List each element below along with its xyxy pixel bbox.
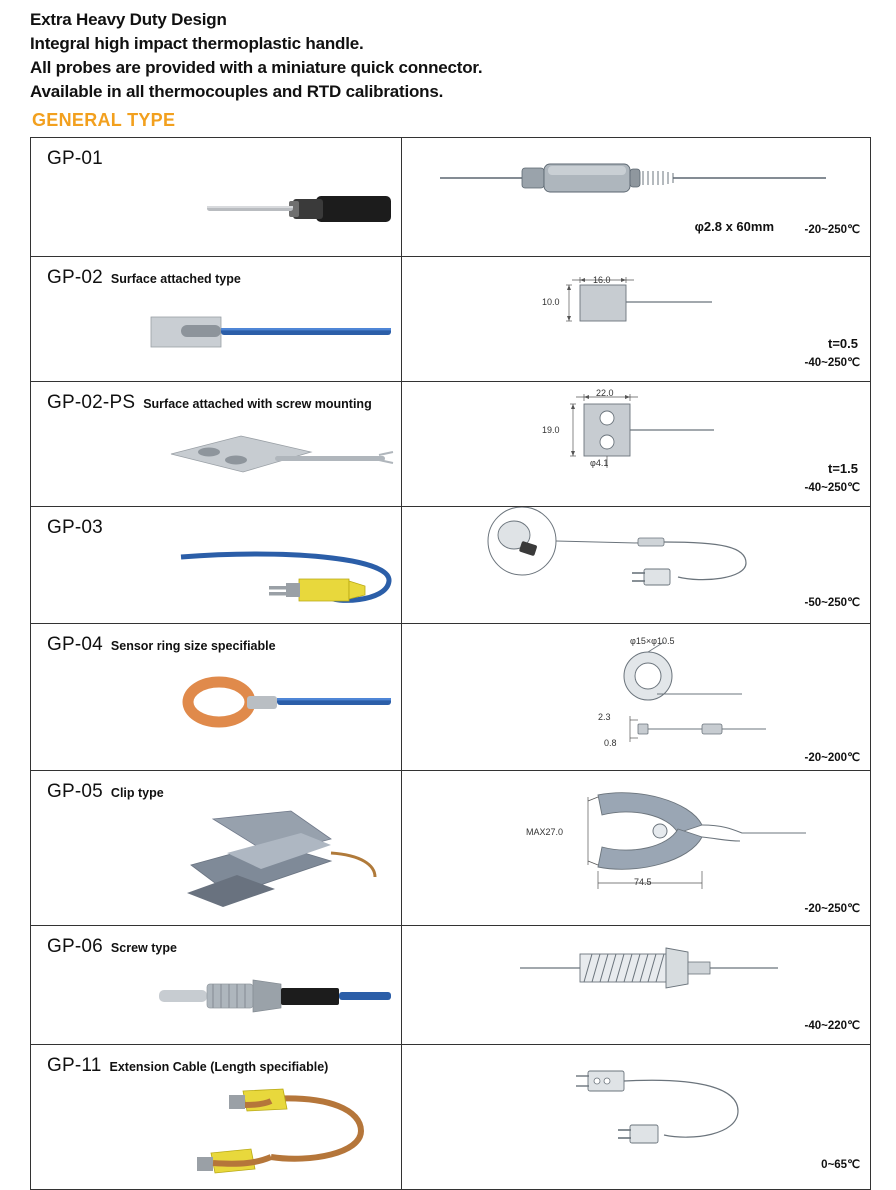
table-row <box>31 624 871 771</box>
row-right-gp-03 <box>402 507 871 624</box>
table-row <box>31 138 871 257</box>
temp-range: -20~250℃ <box>804 224 860 236</box>
product-photo-gp-11 <box>31 1077 401 1189</box>
model-head <box>31 138 401 170</box>
intro-line-1: Extra Heavy Duty Design <box>30 10 227 29</box>
model-code: GP-04 <box>47 634 103 655</box>
section-title: GENERAL TYPE <box>32 110 176 130</box>
table-row <box>31 771 871 926</box>
model-head <box>31 771 401 803</box>
product-diagram-gp-05 <box>402 771 870 921</box>
dim-label: 22.0 <box>596 388 614 398</box>
product-photo-gp-06 <box>31 958 401 1044</box>
dim-label: φ15×φ10.5 <box>630 636 675 646</box>
model-code: GP-02 <box>47 267 103 288</box>
table-row <box>31 382 871 507</box>
temp-range: -20~200℃ <box>804 752 860 764</box>
product-diagram-gp-03 <box>402 507 870 615</box>
row-right-gp-11 <box>402 1045 871 1190</box>
product-photo-gp-04 <box>31 656 401 760</box>
model-desc: Surface attached with screw mounting <box>143 397 372 411</box>
product-diagram-gp-06 <box>402 926 870 1038</box>
temp-range: 0~65℃ <box>821 1159 860 1171</box>
model-head <box>31 624 401 656</box>
product-diagram-gp-04 <box>402 624 870 770</box>
dim-label: 2.3 <box>598 712 611 722</box>
dim-label: 0.8 <box>604 738 617 748</box>
model-head <box>31 926 401 958</box>
dim-label: 19.0 <box>542 425 560 435</box>
dim-label: 16.0 <box>593 275 611 285</box>
temp-range: -40~220℃ <box>804 1020 860 1032</box>
model-code: GP-11 <box>47 1055 102 1076</box>
product-diagram-gp-02-ps <box>402 382 870 500</box>
row-left-gp-02-ps <box>31 382 402 507</box>
spec-label: t=0.5 <box>828 336 858 351</box>
row-left-gp-11 <box>31 1045 402 1190</box>
dim-label: φ4.1 <box>590 458 609 468</box>
temp-range: -40~250℃ <box>804 482 860 494</box>
product-photo-gp-01 <box>31 170 401 256</box>
product-diagram-gp-01 <box>402 138 870 242</box>
temp-range: -40~250℃ <box>804 357 860 369</box>
model-head <box>31 257 401 289</box>
product-diagram-gp-11 <box>402 1045 870 1177</box>
spec-label: φ2.8 x 60mm <box>694 219 774 234</box>
row-right-gp-02-ps <box>402 382 871 507</box>
table-row <box>31 1045 871 1190</box>
row-right-gp-06 <box>402 926 871 1045</box>
model-desc: Sensor ring size specifiable <box>110 639 276 653</box>
row-left-gp-03 <box>31 507 402 624</box>
model-code: GP-05 <box>47 781 103 802</box>
dim-label: MAX27.0 <box>526 827 564 837</box>
product-diagram-gp-02 <box>402 257 870 375</box>
product-photo-gp-03 <box>31 539 401 623</box>
model-head <box>31 507 401 539</box>
row-right-gp-04 <box>402 624 871 771</box>
row-left-gp-04 <box>31 624 402 771</box>
table-row <box>31 926 871 1045</box>
row-left-gp-02 <box>31 257 402 382</box>
model-code: GP-06 <box>47 936 103 957</box>
spec-label: t=1.5 <box>828 461 858 476</box>
model-code: GP-03 <box>47 517 103 538</box>
product-photo-gp-02-ps <box>31 414 401 506</box>
table-row <box>31 507 871 624</box>
row-left-gp-01 <box>31 138 402 257</box>
table-row <box>31 257 871 382</box>
model-desc: Surface attached type <box>110 272 241 286</box>
row-right-gp-02 <box>402 257 871 382</box>
intro-line-4: Available in all thermocouples and RTD calibrations. <box>30 82 444 101</box>
product-photo-gp-05 <box>31 803 401 925</box>
intro-block <box>30 8 874 104</box>
intro-line-3: All probes are provided with a miniature quick connector. <box>30 58 483 77</box>
product-photo-gp-02 <box>31 289 401 381</box>
probe-table <box>30 137 871 1190</box>
dim-label: 10.0 <box>542 297 560 307</box>
model-code: GP-02-PS <box>47 392 136 413</box>
model-desc: Screw type <box>110 941 177 955</box>
row-left-gp-06 <box>31 926 402 1045</box>
model-head <box>31 1045 401 1077</box>
model-head <box>31 382 401 414</box>
temp-range: -20~250℃ <box>804 903 860 915</box>
model-code: GP-01 <box>47 148 103 169</box>
row-left-gp-05 <box>31 771 402 926</box>
row-right-gp-05 <box>402 771 871 926</box>
temp-range: -50~250℃ <box>804 597 860 609</box>
model-desc: Extension Cable (Length specifiable) <box>109 1060 329 1074</box>
row-right-gp-01 <box>402 138 871 257</box>
intro-line-2: Integral high impact thermoplastic handle. <box>30 34 364 53</box>
dim-label: 74.5 <box>634 877 652 887</box>
model-desc: Clip type <box>110 786 164 800</box>
